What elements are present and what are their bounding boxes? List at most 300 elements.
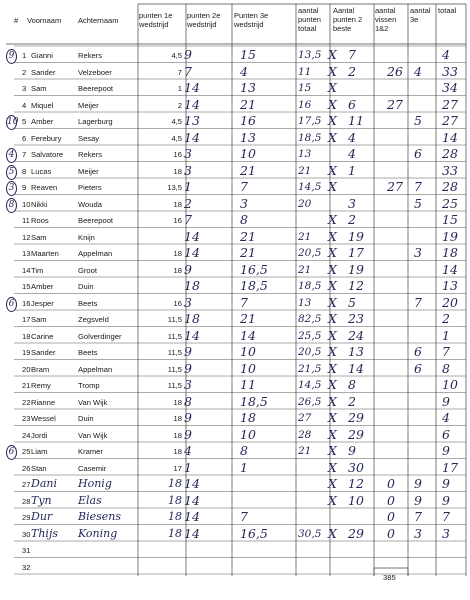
cell-tot: 21 (298, 263, 312, 276)
cell-x: X (328, 459, 337, 475)
cell-first: Carine (31, 331, 54, 341)
cell-best: 17 (348, 245, 364, 260)
cell-last: Velzeboer (78, 67, 112, 77)
cell-p1: 1 (177, 84, 182, 93)
cell-x: X (328, 344, 337, 359)
cell-best: 29 (348, 410, 364, 425)
cell-p2: 14 (184, 245, 200, 260)
cell-p1: 18 (173, 199, 182, 209)
cell-last: Van Wijk (78, 430, 108, 440)
cell-nr: 29 (22, 513, 31, 522)
cell-first: Dani (31, 477, 57, 490)
header-vissen-1-2: aantal vissen 1&2 (375, 6, 397, 33)
cell-p3: 4 (240, 63, 248, 79)
cell-tot: 20,5 (298, 247, 322, 259)
cell-nr: 2 (22, 67, 27, 77)
cell-x: X (328, 278, 337, 293)
cell-tot: 20 (298, 197, 312, 210)
cell-p3: 10 (240, 426, 256, 442)
cell-tot: 16 (298, 98, 312, 111)
header-punten-3e: Punten 3e wedstrijd (234, 11, 269, 29)
cell-p1: 18 (168, 477, 182, 490)
cell-first: Miquel (31, 100, 54, 110)
cell-x: X (328, 162, 337, 178)
cell-p2: 9 (184, 261, 192, 277)
cell-x: X (328, 492, 337, 508)
cell-x: X (328, 410, 337, 425)
cell-last: Knijn (78, 232, 95, 242)
cell-v3: 7 (414, 294, 422, 310)
cell-nr: 8 (22, 166, 27, 176)
cell-x: X (328, 96, 337, 112)
cell-p1: 18 (173, 397, 182, 407)
cell-last: Beets (78, 348, 98, 357)
rank-mark: 8 (6, 198, 17, 213)
cell-last: Duin (78, 282, 94, 291)
rank-mark: 10 (6, 115, 17, 130)
cell-first: Sander (31, 348, 56, 357)
cell-x: X (328, 360, 337, 376)
cell-nr: 1 (22, 51, 27, 60)
cell-p3: 14 (240, 327, 256, 343)
cell-best: 19 (348, 261, 364, 277)
cell-p2: 4 (184, 443, 192, 458)
cell-total: 9 (442, 393, 450, 409)
cell-v3: 4 (414, 63, 422, 79)
cell-tot: 26,5 (298, 395, 322, 408)
cell-p3: 10 (240, 146, 256, 161)
cell-tot: 21 (298, 230, 312, 243)
cell-total: 1 (442, 327, 450, 343)
cell-p2: 9 (184, 410, 192, 425)
cell-nr: 7 (22, 150, 27, 159)
cell-tot: 82,5 (298, 313, 322, 325)
cell-v3: 5 (414, 195, 422, 211)
cell-x: X (328, 525, 337, 541)
cell-p3: 21 (240, 311, 256, 326)
cell-nr: 5 (22, 117, 27, 126)
cell-p1: 18 (173, 430, 182, 440)
cell-tot: 18,5 (298, 131, 322, 144)
cell-total: 4 (442, 410, 450, 425)
cell-x: X (328, 63, 337, 79)
cell-last: Biesens (78, 510, 121, 523)
cell-v3: 6 (414, 360, 422, 376)
cell-p1: 18 (168, 493, 182, 507)
cell-nr: 22 (22, 397, 31, 407)
cell-v3: 7 (414, 509, 422, 524)
cell-x: X (328, 212, 337, 227)
cell-p3: 7 (240, 179, 248, 194)
cell-v12: 26 (387, 63, 403, 79)
cell-p3: 21 (240, 228, 256, 244)
cell-first: Ferebury (31, 133, 62, 143)
cell-p3: 16,5 (240, 525, 268, 541)
cell-first: Sam (31, 84, 47, 93)
cell-last: Kramer (78, 447, 103, 456)
cell-total: 19 (442, 228, 458, 244)
cell-p1: 18 (168, 526, 182, 540)
cell-best: 14 (348, 360, 364, 376)
cell-first: Tyn (31, 493, 52, 507)
cell-total: 2 (442, 311, 450, 326)
cell-first: Reaven (31, 183, 58, 192)
cell-nr: 28 (22, 496, 31, 506)
header-punten-2e: punten 2e wedstrijd (187, 11, 221, 29)
cell-p3: 3 (240, 195, 248, 211)
cell-last: Pieters (78, 183, 102, 192)
cell-nr: 26 (22, 463, 31, 473)
cell-nr: 9 (22, 183, 27, 192)
cell-tot: 21 (298, 164, 312, 177)
cell-total: 7 (442, 509, 450, 524)
cell-v12: 27 (387, 179, 403, 194)
cell-last: Zegsveld (78, 315, 109, 324)
cell-last: Appelman (78, 364, 113, 374)
cell-x: X (328, 443, 337, 458)
cell-p1: 16 (173, 150, 182, 159)
cell-nr: 20 (22, 364, 31, 374)
cell-first: Tim (31, 265, 44, 275)
cell-tot: 17,5 (298, 115, 322, 127)
cell-total: 9 (442, 443, 450, 458)
cell-tot: 18,5 (298, 280, 322, 292)
cell-p1: 7 (177, 67, 182, 77)
cell-nr: 13 (22, 249, 31, 258)
cell-first: Bram (31, 364, 50, 374)
cell-first: Gianni (31, 51, 53, 60)
cell-p3: 1 (240, 459, 248, 475)
cell-nr: 10 (22, 199, 31, 209)
cell-total: 9 (442, 492, 450, 508)
cell-p2: 3 (184, 162, 192, 178)
cell-x: X (328, 47, 337, 62)
cell-p2: 9 (184, 344, 192, 359)
cell-total: 28 (442, 146, 458, 161)
cell-p2: 18 (184, 278, 200, 293)
cell-p1: 18 (173, 249, 182, 258)
cell-total: 20 (442, 294, 458, 310)
cell-last: Rekers (78, 150, 103, 159)
cell-p1: 11,5 (167, 331, 182, 341)
cell-total: 6 (442, 426, 450, 442)
cell-best: 12 (348, 278, 364, 293)
cell-tot: 11 (298, 65, 312, 78)
header-vissen-3e: aantal 3e (410, 6, 431, 24)
cell-nr: 25 (22, 447, 31, 456)
cell-first: Sander (31, 67, 56, 77)
cell-nr: 18 (22, 331, 31, 341)
cell-last: Elas (78, 493, 102, 507)
cell-best: 29 (348, 426, 364, 442)
cell-tot: 21 (298, 445, 312, 457)
cell-p2: 14 (184, 228, 200, 244)
cell-best: 4 (348, 129, 356, 145)
cell-p2: 14 (184, 476, 200, 491)
cell-x: X (328, 228, 337, 244)
cell-v12: 0 (387, 525, 395, 541)
cell-best: 19 (348, 228, 364, 244)
cell-best: 29 (348, 525, 364, 541)
cell-last: Tromp (78, 381, 100, 390)
cell-best: 9 (348, 443, 356, 458)
cell-tot: 30,5 (298, 527, 322, 540)
cell-p1: 18 (173, 166, 182, 176)
cell-best: 10 (348, 492, 364, 508)
cell-total: 18 (442, 245, 458, 260)
cell-x: X (328, 179, 337, 194)
cell-p2: 9 (184, 47, 192, 62)
cell-x: X (328, 311, 337, 326)
cell-x: X (328, 245, 337, 260)
cell-p2: 14 (184, 80, 200, 95)
cell-best: 8 (348, 377, 356, 392)
cell-v3: 3 (414, 525, 422, 541)
cell-p2: 9 (184, 360, 192, 376)
cell-best: 1 (348, 162, 356, 178)
cell-v12: 27 (387, 96, 403, 112)
cell-p1: 4,5 (171, 117, 182, 126)
cell-p2: 9 (184, 426, 192, 442)
cell-total: 27 (442, 113, 458, 128)
cell-p2: 13 (184, 113, 200, 128)
cell-total: 3 (442, 525, 450, 541)
cell-v3: 6 (414, 146, 422, 161)
cell-p3: 8 (240, 212, 248, 227)
header-totaal: totaal (438, 6, 457, 15)
cell-p1: 11,5 (167, 381, 182, 390)
cell-total: 14 (442, 261, 458, 277)
cell-nr: 31 (22, 546, 31, 555)
header-voornaam: Voornaam (27, 16, 62, 25)
cell-p2: 14 (184, 509, 200, 524)
cell-best: 6 (348, 96, 356, 112)
cell-tot: 20,5 (298, 346, 322, 358)
cell-best: 3 (348, 195, 356, 211)
cell-p2: 3 (184, 377, 192, 392)
cell-nr: 11 (22, 216, 30, 225)
cell-total: 10 (442, 377, 458, 392)
cell-v3: 5 (414, 113, 422, 128)
cell-p3: 10 (240, 344, 256, 359)
cell-nr: 15 (22, 282, 31, 291)
cell-total: 13 (442, 278, 458, 293)
cell-p2: 1 (184, 179, 192, 194)
cell-p1: 18 (173, 414, 182, 423)
cell-p3: 8 (240, 443, 248, 458)
cell-p3: 13 (240, 80, 256, 95)
cell-x: X (328, 327, 337, 343)
cell-p2: 14 (184, 96, 200, 112)
cell-x: X (328, 113, 337, 128)
cell-total: 33 (442, 162, 458, 178)
cell-p3: 11 (240, 377, 256, 392)
cell-p3: 15 (240, 47, 256, 62)
cell-p2: 14 (184, 327, 200, 343)
cell-tot: 14,5 (298, 181, 322, 193)
cell-last: Appelman (78, 249, 113, 258)
cell-tot: 25,5 (298, 329, 322, 342)
cell-last: Lagerburg (78, 117, 113, 126)
cell-first: Roos (31, 216, 49, 225)
cell-last: Meijer (78, 100, 99, 110)
cell-total: 4 (442, 47, 450, 62)
cell-p1: 4,5 (171, 51, 182, 60)
cell-nr: 12 (22, 232, 31, 242)
cell-p2: 14 (184, 129, 200, 145)
cell-v3: 9 (414, 492, 422, 508)
cell-nr: 30 (22, 529, 31, 539)
cell-p1: 4,5 (171, 133, 182, 143)
rank-mark: 5 (6, 165, 17, 180)
cell-p3: 10 (240, 360, 256, 376)
cell-p3: 18,5 (240, 393, 268, 409)
rank-mark: 9 (6, 49, 17, 64)
header-punten-totaal: aantal punten totaal (298, 6, 321, 33)
cell-tot: 15 (298, 82, 312, 94)
cell-nr: 27 (22, 480, 31, 489)
cell-last: Golverdinger (78, 331, 122, 341)
cell-best: 4 (348, 146, 356, 161)
cell-last: Beerepoot (78, 216, 114, 225)
cell-best: 12 (348, 476, 364, 491)
rank-mark: 6 (6, 297, 17, 312)
cell-last: Duin (78, 414, 94, 423)
cell-best: 2 (348, 63, 356, 79)
cell-nr: 3 (22, 84, 27, 93)
cell-total: 17 (442, 459, 458, 475)
cell-x: X (328, 294, 337, 310)
rank-mark: 6 (6, 445, 17, 460)
cell-first: Lucas (31, 166, 52, 176)
cell-p2: 3 (184, 294, 192, 310)
cell-p1: 11,5 (167, 364, 182, 374)
cell-last: Casemir (78, 463, 107, 473)
cell-p1: 18 (173, 265, 182, 275)
cell-p1: 17 (173, 463, 182, 473)
cell-tot: 13 (298, 148, 312, 160)
cell-last: Sesay (78, 133, 100, 143)
cell-p2: 1 (184, 459, 192, 475)
cell-x: X (328, 476, 337, 491)
cell-nr: 32 (22, 562, 31, 572)
cell-x: X (328, 377, 337, 392)
header-punten-2-beste: Aantal punten 2 beste (333, 6, 363, 33)
cell-p1: 16 (173, 216, 182, 225)
cell-last: Wouda (78, 199, 102, 209)
cell-best: 11 (348, 113, 364, 128)
cell-p2: 14 (184, 492, 200, 508)
cell-last: Beerepoot (78, 84, 114, 93)
cell-p2: 3 (184, 146, 192, 161)
cell-best: 23 (348, 311, 364, 326)
cell-p2: 18 (184, 311, 200, 326)
cell-p1: 13,5 (167, 183, 182, 192)
cell-last: Beets (78, 298, 98, 308)
cell-v12: 0 (387, 476, 395, 491)
cell-last: Groot (78, 265, 97, 275)
cell-first: Wessel (31, 414, 56, 423)
cell-tot: 13 (298, 296, 312, 309)
cell-p2: 14 (184, 525, 200, 541)
rank-mark: 3 (6, 181, 17, 196)
cell-first: Salvatore (31, 150, 64, 159)
cell-first: Nikki (31, 199, 48, 209)
cell-x: X (328, 426, 337, 442)
cell-nr: 17 (22, 315, 31, 324)
cell-best: 13 (348, 344, 364, 359)
cell-nr: 6 (22, 133, 27, 143)
cell-p1: 2 (177, 100, 182, 110)
cell-nr: 24 (22, 430, 31, 440)
cell-best: 7 (348, 47, 356, 62)
cell-v3: 6 (414, 344, 422, 359)
cell-last: Meijer (78, 166, 99, 176)
cell-best: 30 (348, 459, 364, 475)
cell-last: Koning (78, 526, 118, 540)
cell-x: X (328, 129, 337, 145)
cell-p3: 16,5 (240, 261, 268, 277)
rank-mark: 4 (6, 148, 17, 163)
cell-v3: 3 (414, 245, 422, 260)
cell-first: Sam (31, 232, 47, 242)
cell-total: 28 (442, 179, 458, 194)
cell-p3: 7 (240, 294, 248, 310)
header-nr: # (14, 16, 19, 25)
cell-p3: 16 (240, 113, 256, 128)
cell-tot: 14,5 (298, 379, 322, 391)
header-achternaam: Achternaam (78, 16, 119, 25)
header-punten-1e: punten 1e wedstrijd (139, 11, 173, 29)
cell-v3: 9 (414, 476, 422, 491)
cell-first: Thijs (31, 526, 58, 540)
cell-x: X (328, 80, 337, 95)
cell-best: 5 (348, 294, 356, 310)
cell-p2: 7 (184, 63, 192, 79)
cell-total: 34 (442, 80, 458, 95)
cell-nr: 14 (22, 265, 31, 275)
cell-total: 8 (442, 360, 450, 376)
cell-total: 7 (442, 344, 450, 359)
cell-p1: 18 (168, 510, 182, 523)
cell-p1: 18 (173, 447, 182, 456)
cell-v3: 7 (414, 179, 422, 194)
cell-nr: 21 (22, 381, 31, 390)
cell-first: Rianne (31, 397, 56, 407)
cell-p1: 16 (173, 298, 182, 308)
cell-best: 2 (348, 393, 356, 409)
cell-nr: 16 (22, 298, 31, 308)
cell-v12: 0 (387, 509, 395, 524)
cell-best: 2 (348, 212, 356, 227)
cell-first: Sam (31, 315, 47, 324)
cell-best: 24 (348, 327, 364, 343)
cell-total: 14 (442, 129, 458, 145)
footer-sum: 385 (383, 573, 396, 582)
cell-nr: 19 (22, 348, 31, 357)
cell-first: Dur (31, 510, 53, 523)
cell-p3: 21 (240, 162, 256, 178)
cell-tot: 13,5 (298, 49, 322, 61)
cell-total: 15 (442, 212, 458, 227)
cell-total: 25 (442, 195, 458, 211)
cell-first: Jesper (31, 298, 54, 308)
cell-x: X (328, 261, 337, 277)
cell-first: Remy (31, 381, 51, 390)
cell-p3: 18,5 (240, 278, 268, 293)
cell-p2: 8 (184, 393, 192, 409)
cell-p3: 18 (240, 410, 256, 425)
